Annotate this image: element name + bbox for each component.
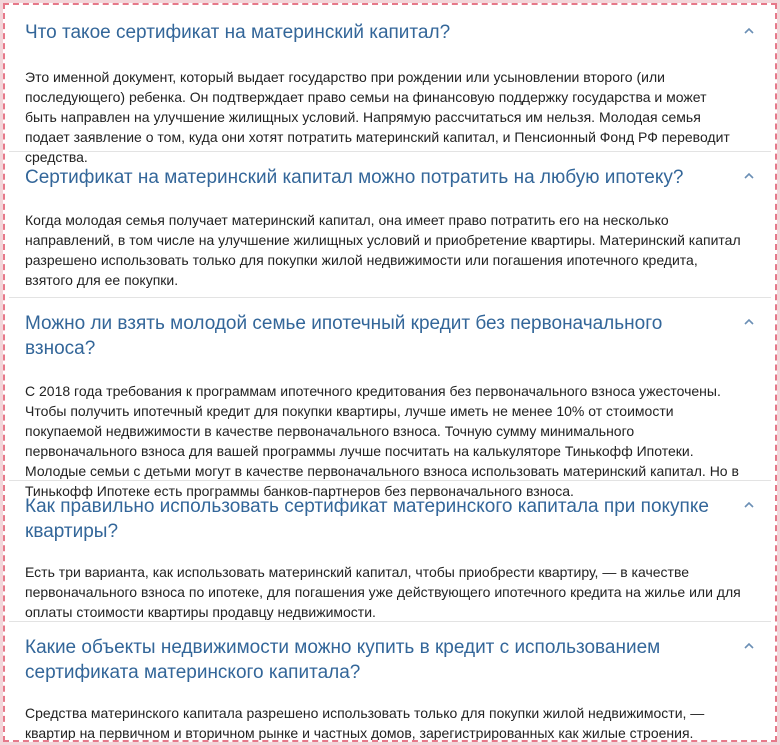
faq-answer: Это именной документ, который выдает государство при рождении или усыновлении второго (или последующего) ребенка. Он подтверждает право семьи на финансовую поддержку государства и может быть направлен на улучшение жилищных условий. Напрямую рассчитаться им нельзя. Молодая семья подает заявление о том, куда они хотят потратить материнский капитал, и Пенсионный Фонд РФ переводит средства.	[25, 69, 730, 165]
faq-item	[9, 152, 771, 298]
faq-accordion	[9, 7, 771, 741]
faq-question[interactable]: Что такое сертификат на материнский капитал?	[25, 22, 451, 43]
chevron-up-icon[interactable]	[743, 499, 755, 511]
chevron-up-icon[interactable]	[743, 316, 755, 328]
faq-item	[9, 298, 771, 499]
faq-question[interactable]: Можно ли взять молодой семье ипотечный кредит без первоначального взноса?	[25, 313, 663, 359]
faq-question[interactable]: Сертификат на материнский капитал можно потратить на любую ипотеку?	[25, 167, 684, 188]
chevron-up-icon[interactable]	[743, 25, 755, 37]
faq-item	[9, 622, 771, 740]
faq-answer: Когда молодая семья получает материнский капитал, она имеет право потратить его на несколько направлений, в том числе на улучшение жилищных условий и приобретение квартиры. Материнский капитал разрешено использовать только для покупки жилой недвижимости или погашения ипотечного кредита, взятого для ее покупки.	[25, 212, 741, 288]
faq-item	[9, 7, 771, 165]
faq-answer: Средства материнского капитала разрешено использовать только для покупки жилой недвижимости, — квартир на первичном и вторичном рынке и частных домов, зарегистрированных как жилые строения.	[25, 705, 705, 741]
faq-frame	[3, 3, 777, 742]
chevron-up-icon[interactable]	[743, 170, 755, 182]
faq-answer: С 2018 года требования к программам ипотечного кредитования без первоначального взноса ужесточены. Чтобы получить ипотечный кредит для покупки квартиры, лучше иметь не менее 10% от стоимости покупаемой недвижимости в качестве первоначального взноса. Точную сумму минимального первоначального взноса для вашей программы лучше посчитать на калькуляторе Тинькофф Ипотеки. Молодые семьи с детьми могут в качестве первоначального взноса использовать материнский капитал. Но в Тинькофф Ипотеке есть программы банков-партнеров без первоначального взноса.	[25, 383, 739, 499]
faq-answer: Есть три варианта, как использовать материнский капитал, чтобы приобрести квартиру, — в качестве первоначального взноса по ипотеке, для погашения уже действующего ипотечного кредита на жилье или для оплаты стоимости квартиры продавцу недвижимости.	[25, 564, 741, 620]
faq-question[interactable]: Как правильно использовать сертификат материнского капитала при покупке квартиры?	[25, 496, 709, 542]
chevron-up-icon[interactable]	[743, 640, 755, 652]
faq-item	[9, 481, 771, 622]
faq-question[interactable]: Какие объекты недвижимости можно купить в кредит с использованием сертификата материнского капитала?	[25, 637, 661, 683]
